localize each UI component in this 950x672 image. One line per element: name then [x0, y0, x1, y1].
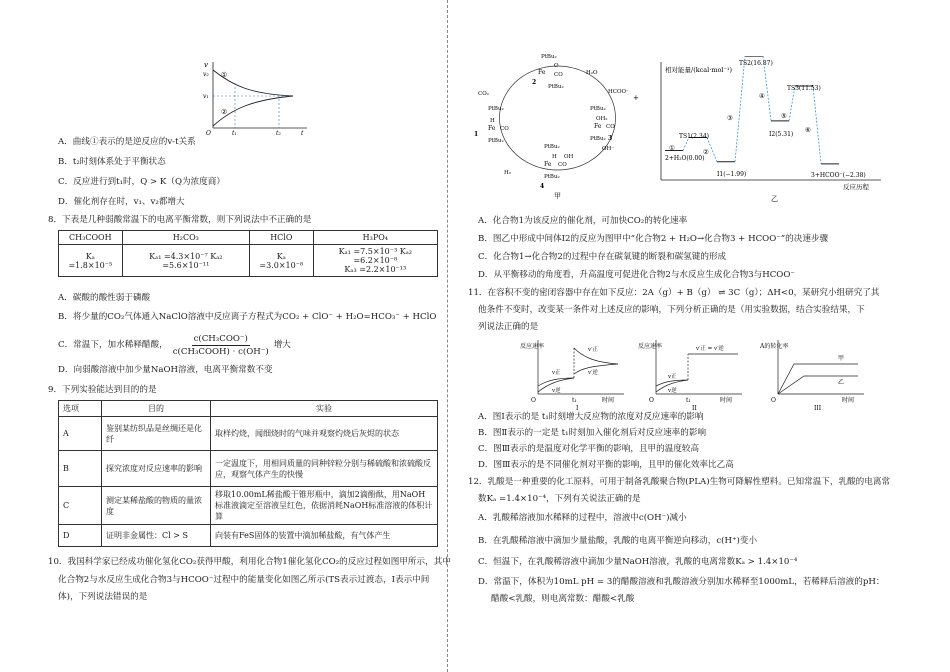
g2-xlabel: 时间 [720, 397, 733, 404]
q8-fraction-numerator: c(CH₃COO⁻) [193, 334, 248, 344]
q11-option-d: D．图Ⅲ表示的是不同催化剂对平衡的影响，且甲的催化效率比乙高 [478, 460, 734, 470]
q9-header-experiment: 实验 [211, 401, 438, 417]
compound-4-label: 4 [540, 183, 545, 190]
q9-row-c [59, 487, 438, 525]
q11-stem-line-3: 列说法正确的是 [478, 322, 539, 332]
compound-1-label: 1 [474, 131, 479, 138]
q12-option-c: C．恒温下，在乳酸稀溶液中滴加少量NaOH溶液，乳酸的电离常数Kₐ > 1.4×10⁻⁴ [478, 557, 798, 567]
g2-ylabel: 反应速率 [638, 343, 663, 350]
level-label-i2: I2(5.31) [769, 131, 794, 138]
fe-4: Fe [544, 161, 552, 168]
q10-stem-line-2: 化合物2与水反应生成化合物3与HCOO⁻过程中的能量变化如图乙所示(TS表示过渡态，I表示中间 [58, 575, 430, 585]
step-label-5: ⑤ [781, 112, 787, 120]
level-label-ts2: TS2(16.87) [739, 60, 773, 67]
g3-series-yi [778, 376, 858, 394]
co2-label: CO₂ [478, 91, 489, 97]
q8-fraction-denominator: c(CH₃COOH) · c(OH⁻) [172, 347, 269, 357]
step-label-1: ① [669, 144, 675, 152]
step-label-6: ⑥ [805, 126, 811, 134]
g1-caption: I [576, 405, 579, 410]
y-label-v2: v₂ [203, 71, 209, 78]
q9-row-d-purpose: 证明非金属性：Cl > S [102, 525, 211, 547]
q11-option-b: B．图Ⅱ表示的一定是 t₁时刻加入催化剂后对反应速率的影响 [478, 428, 707, 438]
oh2-3: OH₂ [596, 116, 608, 122]
level-label-ts1: TS1(2.34) [679, 133, 709, 140]
co-3: CO [606, 124, 615, 130]
q10-stem-line-3: 体)，下列说法错误的是 [58, 592, 148, 602]
q10-option-b: B．图乙中形成中间体I2的反应为图甲中“化合物2 + H₂O→化合物3 + HCOO⁻”的决速步骤 [478, 234, 829, 244]
q9-row-a-purpose: 鉴别某纺织品是丝绸还是化纤 [102, 417, 211, 451]
q8-option-c [58, 333, 291, 358]
pt-1a: PtBu₂ [488, 106, 504, 112]
t2-label: t₂ [276, 130, 281, 136]
energy-y-label: 相对能量/(kcal·mol⁻¹) [665, 66, 733, 74]
pt-2b: PtBu₂ [548, 84, 564, 90]
figure-yi-caption: 乙 [771, 195, 778, 203]
q8-k-phosphoric-2: Kₐ₃ =2.2×10⁻¹³ [344, 265, 407, 274]
pt-1b: PtBu₂ [488, 138, 504, 144]
pt-3b: PtBu₂ [590, 136, 606, 142]
q8-k-carbonic: Kₐ₁ =4.3×10⁻⁷ Kₐ₂ =5.6×10⁻¹¹ [122, 245, 249, 277]
q12-option-b: B．在乳酸稀溶液中滴加少量盐酸，乳酸的电离平衡逆向移动，c(H⁺)变小 [478, 536, 758, 546]
energy-x-label: 反应历程 [843, 183, 869, 191]
g1-v-forward-prime: v′正 [588, 347, 598, 353]
step-label-2: ② [703, 148, 709, 156]
g2-v-equal: v′正 = v′逆 [696, 346, 724, 352]
q7-option-d: D．催化剂存在时，v₁、v₂都增大 [58, 197, 185, 207]
g2-v-forward: v正 [668, 374, 677, 380]
oh-4: OH [564, 154, 574, 160]
q11-option-a: A．图Ⅰ表示的是 t₁时刻增大反应物的浓度对反应速率的影响 [478, 412, 704, 422]
g3-origin: O [771, 397, 776, 404]
level-label-end: 3+HCOO⁻(−2.38) [811, 172, 866, 179]
g1-v-forward: v正 [552, 370, 561, 376]
plus-sign: + [633, 94, 639, 102]
y-label-v1: v₁ [203, 93, 209, 100]
q8-stem: 8．下表是几种弱酸常温下的电离平衡常数，则下列说法中不正确的是 [48, 215, 312, 225]
hcoo-label: HCOO⁻ [608, 89, 629, 95]
q8-option-c-suffix: 增大 [273, 340, 291, 350]
q9-header-purpose: 目的 [102, 401, 211, 417]
energy-connector-6 [813, 86, 821, 164]
g2-caption: II [692, 405, 697, 410]
q8-header-3: HClO [249, 231, 313, 245]
q9-row-d-option: D [59, 525, 102, 547]
co-4: CO [558, 162, 567, 168]
vt-graph [203, 58, 313, 136]
q8-option-b: B．将少量的CO₂气体通入NaClO溶液中反应离子方程式为CO₂ + ClO⁻ + H₂O=HCO₃⁻ + HClO [58, 312, 437, 322]
compound-2-label: 2 [532, 79, 537, 86]
g1-v-reverse-prime: v′逆 [588, 370, 598, 376]
t1-label: t₁ [232, 130, 237, 136]
t-label: t [301, 130, 304, 136]
g3-ylabel: A的转化率 [760, 343, 789, 350]
oh-minus-label: OH⁻ [602, 146, 615, 152]
column-divider [447, 0, 448, 672]
q10-option-c: C．化合物1→化合物2的过程中存在碳氧键的断裂和碳氢键的形成 [478, 252, 727, 262]
q9-row-b-option: B [59, 451, 102, 487]
g3-xlabel: 时间 [842, 397, 855, 404]
level-label-ts3: TS3(11.53) [787, 85, 821, 92]
q11-option-c: C．图Ⅲ表示的是温度对化学平衡的影响，且甲的温度较高 [478, 444, 700, 454]
figure-yi-energy-profile [653, 56, 898, 204]
g1-xlabel: 时间 [602, 397, 615, 404]
g2-t1: t₁ [686, 397, 691, 404]
g3-caption: III [814, 405, 822, 410]
g1-ylabel: 反应速率 [520, 343, 545, 350]
q9-header-option: 选项 [59, 401, 102, 417]
q10-stem-line-1: 10．我国科学家已经成功催化氢化CO₂获得甲酸，利用化合物1催化氢化CO₂的反应过程如图甲所示，其中 [48, 557, 451, 567]
fe-3: Fe [594, 123, 602, 130]
figure-jia-caption: 甲 [554, 192, 561, 200]
level-label-i1: I1(−1.99) [717, 171, 747, 178]
q8-table [58, 230, 438, 277]
q9-row-c-experiment: 移取10.00mL稀盐酸于锥形瓶中，滴加2滴酚酞，用NaOH标准液滴定至溶液呈红色，依据消耗NaOH标准溶液的体积计算 [211, 487, 438, 525]
g1-v-reverse: v逆 [552, 388, 561, 394]
q12-stem-line-1: 12．乳酸是一种重要的化工原料，可用于制备乳酸聚合物(PLA)生物可降解性塑料。已知常温下，乳酸的电离常 [468, 477, 891, 487]
o-2: O [554, 63, 559, 69]
q9-row-a-option: A [59, 417, 102, 451]
fe-1: Fe [488, 125, 496, 132]
h2-label: H₂ [504, 170, 512, 176]
figure-jia-catalytic-cycle [468, 50, 648, 200]
pt-2a: PtBu₂ [541, 54, 557, 60]
q9-row-a [59, 417, 438, 451]
q8-option-a: A．碳酸的酸性弱于磷酸 [58, 293, 151, 303]
q8-header-4: H₃PO₄ [313, 231, 437, 245]
fe-2: Fe [538, 69, 546, 76]
compound-3-label: 3 [608, 135, 613, 142]
q12-option-d-line-1: D．常温下，体积为10mL pH = 3的醋酸溶液和乳酸溶液分别加水稀释至1000mL，若稀释后溶液的pH： [478, 577, 885, 587]
q7-option-b: B．t₂时刻体系处于平衡状态 [58, 157, 166, 167]
q9-row-c-purpose: 测定某稀盐酸的物质的量浓度 [102, 487, 211, 525]
q8-option-d: D．向弱酸溶液中加少量NaOH溶液，电离平衡常数不变 [58, 365, 273, 375]
origin-label: O [206, 130, 211, 136]
q11-stem-line-2: 他条件不变时，改变某一条件对上述反应的影响，下列分析正确的是（用实验数据，结合实验结果，下 [478, 305, 865, 315]
q9-row-b [59, 451, 438, 487]
g1-t1: t₁ [572, 397, 577, 404]
q8-header-1: CH₃COOH [59, 231, 123, 245]
q11-graph-2 [636, 336, 746, 410]
y-label-v: v [204, 61, 208, 69]
g2-v-reverse: v逆 [668, 388, 677, 394]
pt-4a: PtBu₂ [544, 144, 560, 150]
q7-option-c: C．反应进行到t₁时，Q > K（Q为浓度商） [58, 177, 225, 187]
co-1: CO [500, 126, 509, 132]
q8-header-2: H₂CO₃ [122, 231, 249, 245]
q9-row-c-option: C [59, 487, 102, 525]
q8-fraction [171, 333, 271, 358]
curve-2-label: ② [221, 108, 228, 116]
q9-row-a-experiment: 取样灼烧，闻细烧时的气味并观察灼烧后灰烬的状态 [211, 417, 438, 451]
q11-graph-3 [758, 336, 868, 410]
g1-origin: O [531, 397, 536, 404]
q9-row-d-experiment: 向装有FeS固体的装置中滴加稀盐酸，有气体产生 [211, 525, 438, 547]
q11-graph-1 [518, 336, 628, 410]
g3-label-yi: 乙 [838, 379, 845, 386]
q7-option-a: A．曲线①表示的是逆反应的v-t关系 [58, 137, 196, 147]
step-label-3: ③ [727, 114, 733, 122]
q9-table [58, 400, 438, 547]
g3-label-jia: 甲 [838, 355, 845, 362]
q10-option-d: D．从平衡移动的角度看，升高温度可促进化合物2与水反应生成化合物3与HCOO⁻ [478, 270, 795, 280]
q9-stem: 9．下列实验能达到目的的是 [48, 385, 157, 395]
curve-1-label: ① [221, 71, 228, 79]
pt-4b: PtBu₂ [544, 174, 560, 180]
q8-k-hclo: Kₐ =3.0×10⁻⁸ [249, 245, 313, 277]
energy-connector-3 [735, 56, 745, 162]
q8-k-phosphoric-1: Kₐ₁ =7.5×10⁻³ Kₐ₂ =6.2×10⁻⁸ [338, 247, 412, 265]
q9-row-b-experiment: 一定温度下，用相同质量的同种锌粒分别与稀硫酸和浓硫酸反应，观察气体产生的快慢 [211, 451, 438, 487]
q12-stem-line-2: 数Kₐ =1.4×10⁻⁴，下列有关说法正确的是 [478, 494, 641, 504]
q12-option-d-line-2: 醋酸<乳酸，则电离常数：醋酸<乳酸 [491, 594, 635, 604]
h-4: H [552, 154, 557, 160]
q10-option-a: A．化合物1为该反应的催化剂，可加快CO₂的转化速率 [478, 216, 688, 226]
level-label-start: 2+H₂O(0.00) [665, 155, 705, 162]
h-1: H [490, 118, 495, 124]
h2o-label: H₂O [586, 70, 598, 76]
q8-k-acetic: Kₐ =1.8×10⁻⁵ [59, 245, 123, 277]
g2-origin: O [649, 397, 654, 404]
q8-option-c-prefix: C．常温下，加水稀释醋酸， [58, 340, 168, 350]
pt-3a: PtBu₂ [590, 106, 606, 112]
g3-series-jia [778, 364, 858, 394]
step-label-4: ④ [759, 92, 765, 100]
q11-stem-line-1: 11．在容积不变的密闭容器中存在如下反应：2A（g）+ B（g） ⇌ 3C（g）；ΔH<0，某研究小组研究了其 [468, 288, 880, 298]
co-2: CO [554, 72, 563, 78]
q8-k-phosphoric [313, 245, 437, 277]
q12-option-a: A．乳酸稀溶液加水稀释的过程中，溶液中c(OH⁻)减小 [478, 513, 687, 523]
q9-row-d [59, 525, 438, 547]
q9-row-b-purpose: 探究浓度对反应速率的影响 [102, 451, 211, 487]
